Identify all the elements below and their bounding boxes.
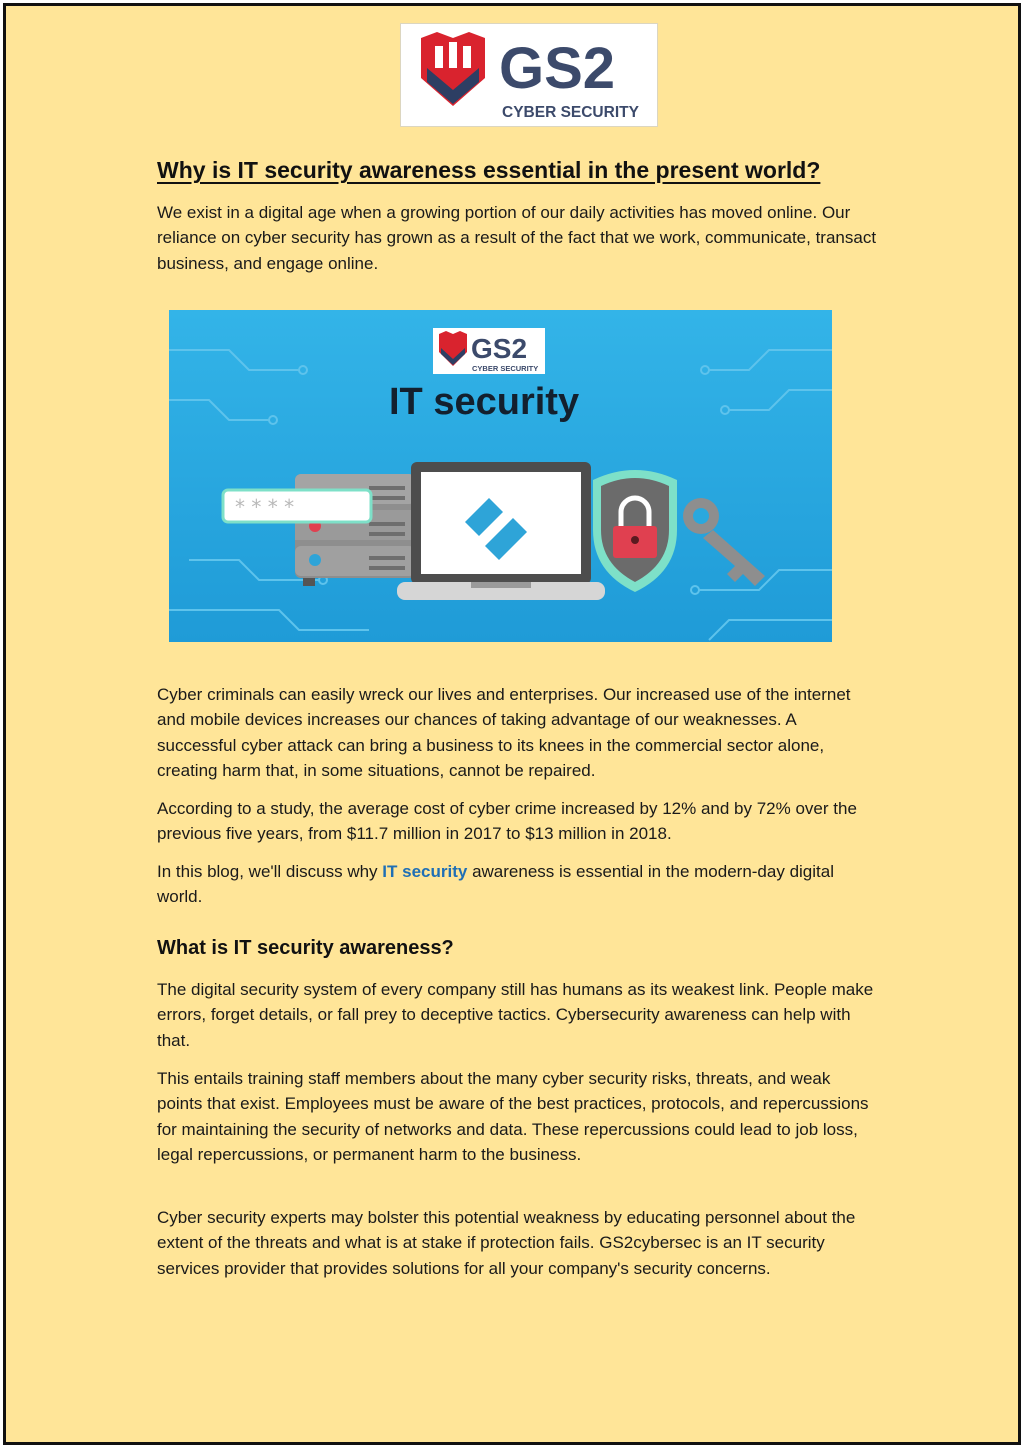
paragraph-cyber-criminals: Cyber criminals can easily wreck our lives and enterprises. Our increased use of the internet and mobile devices increases our chances of taking advantage of our weaknesses. A successful cyber attack can bring a business to its knees in the commercial sector alone, creating harm that, in some situations, cannot be repaired. [157, 685, 851, 780]
article-header [157, 154, 877, 276]
blog-intro-text-after: awareness is essential in the modern-day digital world. [157, 862, 834, 907]
laptop-icon [397, 462, 605, 600]
logo-sub-text: CYBER SECURITY [502, 104, 639, 121]
banner-logo-brand: GS2 [471, 333, 528, 364]
paragraph-weakest-link: The digital security system of every company still has humans as its weakest link. People make errors, forget details, or fall prey to deceptive tactics. Cybersecurity awareness can help with that. [157, 980, 874, 1050]
banner-heading: IT security [389, 381, 580, 423]
shield-emblem-icon [421, 32, 485, 106]
password-field-icon [223, 490, 371, 522]
article-title: Why is IT security awareness essential in the present world? [157, 157, 821, 183]
paragraph-blog-intro [157, 859, 877, 910]
banner-illustration [169, 310, 832, 642]
password-mask-text: * * * * [235, 495, 295, 519]
blog-intro-text-before: In this blog, we'll discuss why [157, 862, 383, 881]
banner-logo [433, 328, 545, 374]
intro-paragraph: We exist in a digital age when a growing portion of our daily activities has moved online. Our reliance on cyber security has grown as a result of the fact that we work, communicate, transact business, and engage online. [157, 203, 877, 273]
it-security-banner [169, 310, 832, 642]
gs2-logo [400, 23, 658, 127]
logo-brand-text: GS2 [499, 36, 616, 101]
paragraph-training: This entails training staff members about the many cyber security risks, threats, and weak points that exist. Employees must be aware of the best practices, protocols, and repercussions for maintaining the security of networks and data. These repercussions could lead to job loss, legal repercussions, or permanent harm to the business. [157, 1069, 869, 1164]
paragraph-study: According to a study, the average cost of cyber crime increased by 12% and by 72% over the previous five years, from $11.7 million in 2017 to $13 million in 2018. [157, 799, 857, 844]
section-heading: What is IT security awareness? [157, 937, 454, 959]
document-page [3, 3, 1021, 1445]
banner-logo-sub: CYBER SECURITY [472, 364, 539, 373]
paragraph-experts: Cyber security experts may bolster this potential weakness by educating personnel about the extent of the threats and what is at stake if protection fails. GS2cybersec is an IT security services provider that provides solutions for all your company's security concerns. [157, 1208, 856, 1278]
gs2-logo-graphic [401, 24, 657, 126]
it-security-link[interactable]: IT security [382, 862, 468, 881]
